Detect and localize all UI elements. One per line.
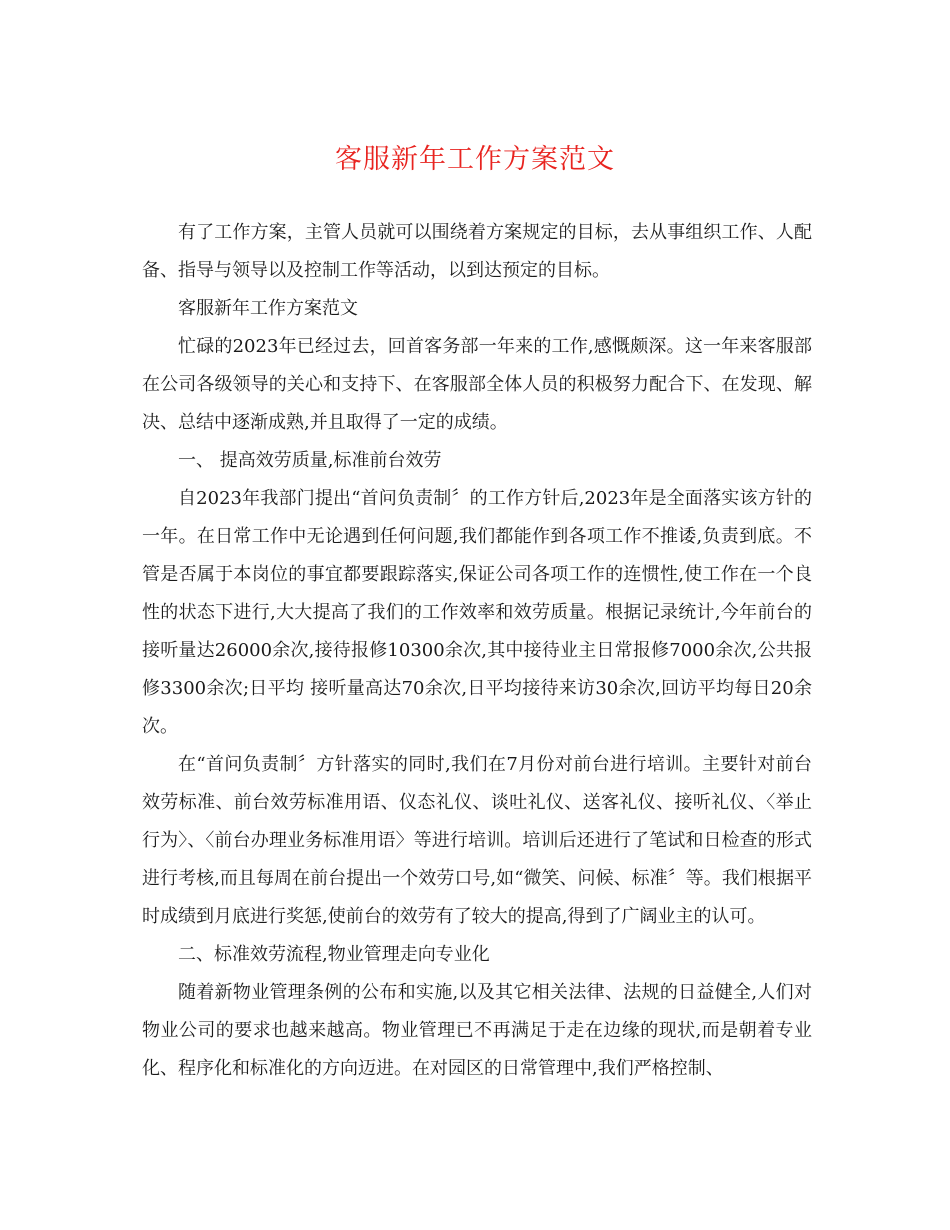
section-heading-1: 一、 提高效劳质量,标准前台效劳 — [178, 450, 442, 471]
document-title: 客服新年工作方案范文 — [335, 144, 615, 175]
document-body — [142, 214, 812, 1088]
paragraph-subtitle: 客服新年工作方案范文 — [178, 298, 358, 319]
paragraph-section-2a: 随着新物业管理条例的公布和实施,以及其它相关法律、法规的日益健全,人们对物业公司的要求也越来越高。物业管理已不再满足于走在边缘的现状,而是朝着专业化、程序化和标准化的方向迈进。在对园区的日常管理中,我们严格控制、 — [142, 982, 812, 1079]
section-heading-2: 二、标准效劳流程,物业管理走向专业化 — [178, 944, 490, 965]
paragraph-section-1a: 自2023年我部门提出“首问负责制〞的工作方针后,2023年是全面落实该方针的一年。在日常工作中无论遇到任何问题,我们都能作到各项工作不推诿,负责到底。不管是否属于本岗位的事宜都要跟踪落实,保证公司各项工作的连惯性,使工作在一个良性的状态下进行,大大提高了我们的工作效率和效劳质量。根据记录统计,今年前台的 接听量达26000余次,接待报修10300余次,其中接待业主日常报修7000余次,公共报修3300余次;日平均 接听量高达70余次,日平均接待来访30余次,回访平均每日20余次。 — [142, 488, 812, 737]
paragraph-section-1b: 在“首问负责制〞方针落实的同时,我们在7月份对前台进行培训。主要针对前台效劳标准、前台效劳标准用语、仪态礼仪、谈吐礼仪、送客礼仪、接听礼仪、〈举止行为〉、〈前台办理业务标准用语〉等进行培训。培训后还进行了笔试和日检查的形式进行考核,而且每周在前台提出一个效劳口号,如“微笑、问候、标准〞等。我们根据平时成绩到月底进行奖惩,使前台的效劳有了较大的提高,得到了广阔业主的认可。 — [142, 754, 812, 927]
paragraph-review: 忙碌的2023年已经过去，回首客务部一年来的工作,感慨颇深。这一年来客服部在公司各级领导的关心和支持下、在客服部全体人员的积极努力配合下、在发现、解决、总结中逐渐成熟,并且取得了一定的成绩。 — [142, 336, 812, 433]
paragraph-intro: 有了工作方案，主管人员就可以围绕着方案规定的目标，去从事组织工作、人配备、指导与领导以及控制工作等活动，以到达预定的目标。 — [142, 222, 812, 281]
